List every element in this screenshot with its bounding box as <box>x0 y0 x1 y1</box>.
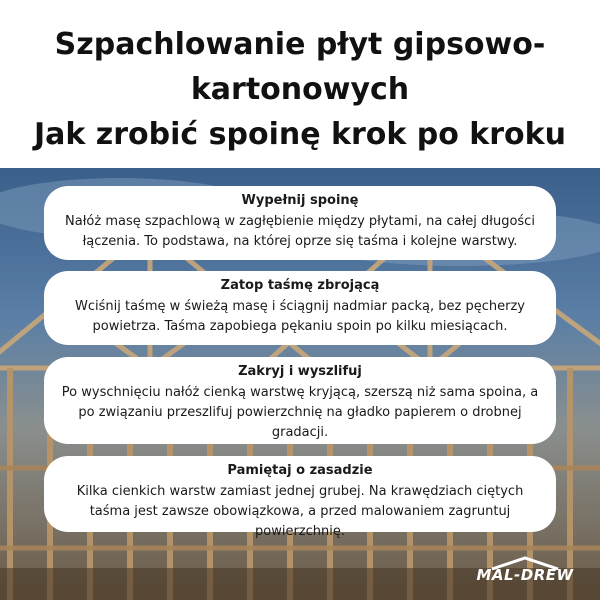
title-line-2: kartonowych <box>190 72 410 107</box>
step-card-1 <box>44 186 556 260</box>
step-title: Zatop taśmę zbrojącą <box>220 278 380 293</box>
rule-card <box>44 456 556 539</box>
step-text: Wciśnij taśmę w świeżą masę i ściągnij nadmiar packą, bez pęcherzy powietrza. Taśma zapobiega pękaniu spoin po kilku miesiącach. <box>75 299 525 334</box>
title-line-1: Szpachlowanie płyt gipsowo- <box>54 27 546 62</box>
header <box>0 0 600 168</box>
step-title: Zakryj i wyszlifuj <box>238 364 362 379</box>
title-line-3: Jak zrobić spoinę krok po kroku <box>34 117 566 152</box>
step-card-2 <box>44 271 556 345</box>
rule-text: Kilka cienkich warstw zamiast jednej grubej. Na krawędziach ciętych taśma jest zawsze obowiązkowa, a przed malowaniem zagruntuj powierzchnię. <box>76 484 524 539</box>
page-title <box>0 0 600 157</box>
step-title: Wypełnij spoinę <box>241 193 359 208</box>
step-text: Po wyschnięciu nałóż cienką warstwę kryjącą, szerszą niż sama spoina, a po związaniu przeszlifuj powierzchnię na gładko papierem o drobnej gradacji. <box>61 385 539 440</box>
step-text: Nałóż masę szpachlową w zagłębienie między płytami, na całej długości łączenia. To podstawa, na której oprze się taśma i kolejne warstwy. <box>65 214 535 249</box>
step-card-3 <box>44 357 556 444</box>
brand-logo-text: MAL-DREW <box>476 566 574 584</box>
brand-logo <box>470 556 580 588</box>
rule-title: Pamiętaj o zasadzie <box>227 463 373 478</box>
